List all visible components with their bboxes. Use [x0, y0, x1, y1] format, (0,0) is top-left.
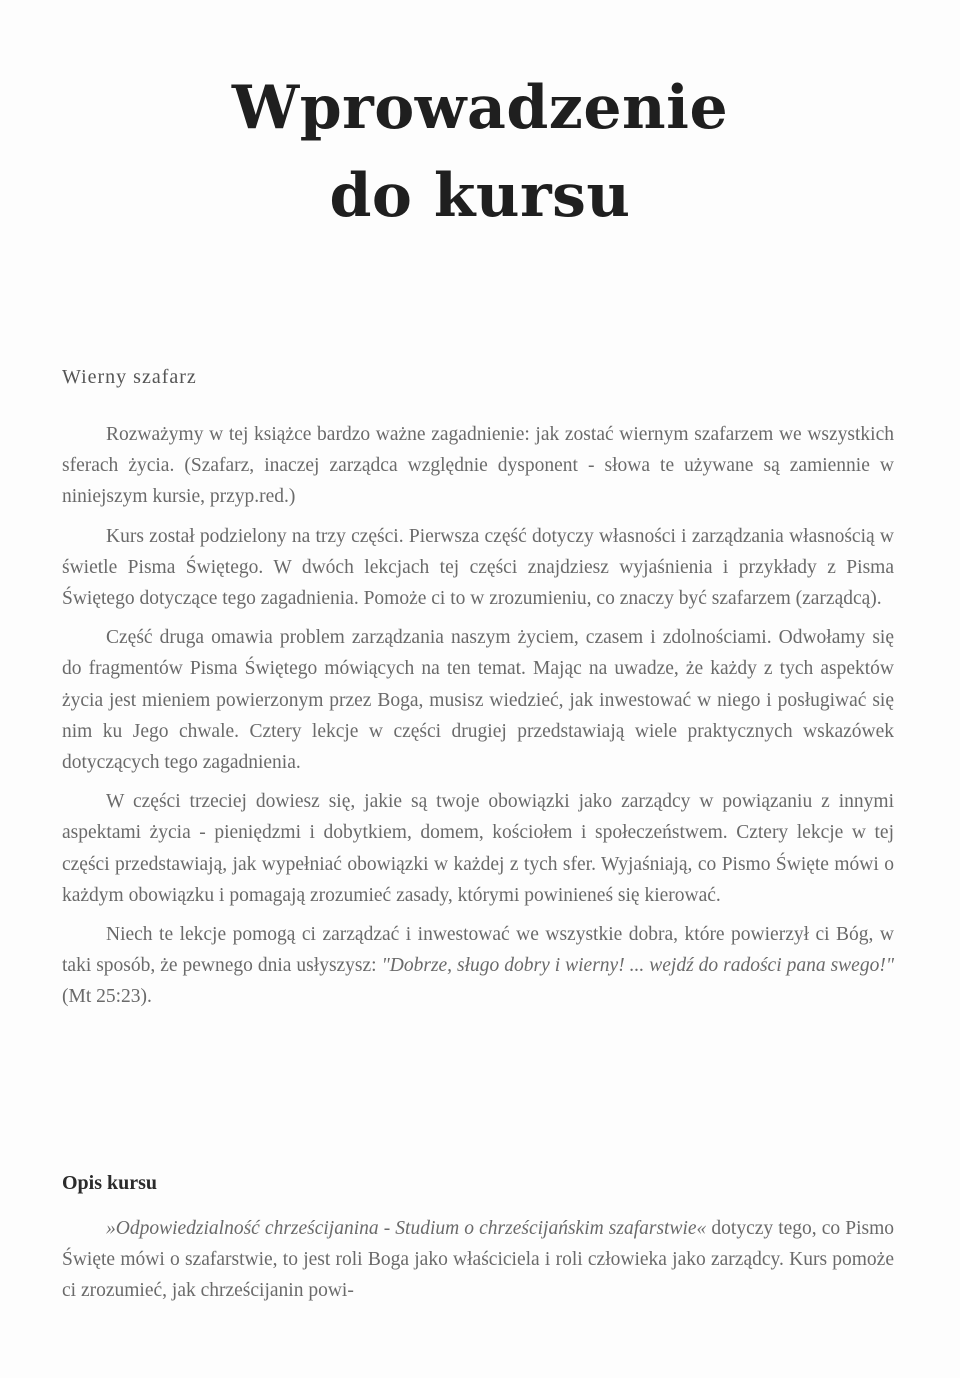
paragraph: W części trzeciej dowiesz się, jakie są twoje obowiązki jako zarządcy w powiązaniu z innymi aspektami życia - pieniędzmi i dobytkiem, domem, kościołem i społeczeństwem. Cztery lekcje w tej części przedstawiają, jak wypełniać obowiązki w każdej z tych sfer. Wyjaśniają, co Pismo Święte mówi o każdym obowiązku i pomagają zrozumieć zasady, którymi powinieneś się kierować. [62, 791, 894, 906]
section-heading-wierny-szafarz: Wierny szafarz [62, 366, 197, 388]
scripture-quote: "Dobrze, sługo dobry i wierny! ... wejdź do radości pana swego!" [381, 955, 895, 977]
course-description: dotyczy tego, co Pismo Święte mówi o szafarstwie, to jest roli Boga jako właściciela i roli człowieka jako zarządcy. Kurs pomoże ci zrozumieć, jak chrześcijanin powi- [62, 1218, 894, 1302]
course-name: »Odpowiedzialność chrześcijanina - Studium o chrześcijańskim szafarstwie« [106, 1218, 707, 1239]
paragraph: Część druga omawia problem zarządzania naszym życiem, czasem i zdolnościami. Odwołamy się do fragmentów Pisma Świętego mówiących na ten temat. Mając na uwadze, że każdy z tych aspektów życia jest mieniem powierzonym przez Boga, musisz wiedzieć, jak inwestować w niego i posługiwać się nim ku Jego chwale. Cztery lekcje w części drugiej przedstawiają wiele praktycznych wskazówek dotyczących tego zagadnienia. [62, 627, 894, 774]
paragraph: Kurs został podzielony na trzy części. Pierwsza część dotyczy własności i zarządzania własnością w świetle Pisma Świętego. W dwóch lekcjach tej części znajdziesz wyjaśnienia i przykłady z Pisma Świętego dotyczące tego zagadnienia. Pomoże ci to w zrozumieniu, co znaczy być szafarzem (zarządcą). [62, 525, 894, 610]
closing-text: Niech te lekcje pomogą ci zarządzać i inwestować we wszystkie dobra, które powierzył ci Bóg, w taki sposób, że pewnego dnia usłyszysz: [62, 924, 894, 977]
paragraph [62, 1213, 894, 1307]
paragraph: Rozważymy w tej książce bardzo ważne zagadnienie: jak zostać wiernym szafarzem we wszystkich sferach życia. (Szafarz, inaczej zarządca względnie dysponent - słowa te używane są zamiennie w niniejszym kursie, przyp.red.) [62, 424, 894, 508]
page-title-line-1: Wprowadzenie [231, 73, 729, 143]
section-body-opis-kursu [62, 1213, 894, 1315]
page-title-line-2: do kursu [329, 161, 631, 231]
scripture-reference: (Mt 25:23). [62, 986, 152, 1008]
section-heading-opis-kursu: Opis kursu [62, 1172, 158, 1194]
section-body-wierny-szafarz [62, 419, 894, 1021]
paragraph-closing [62, 919, 894, 1013]
